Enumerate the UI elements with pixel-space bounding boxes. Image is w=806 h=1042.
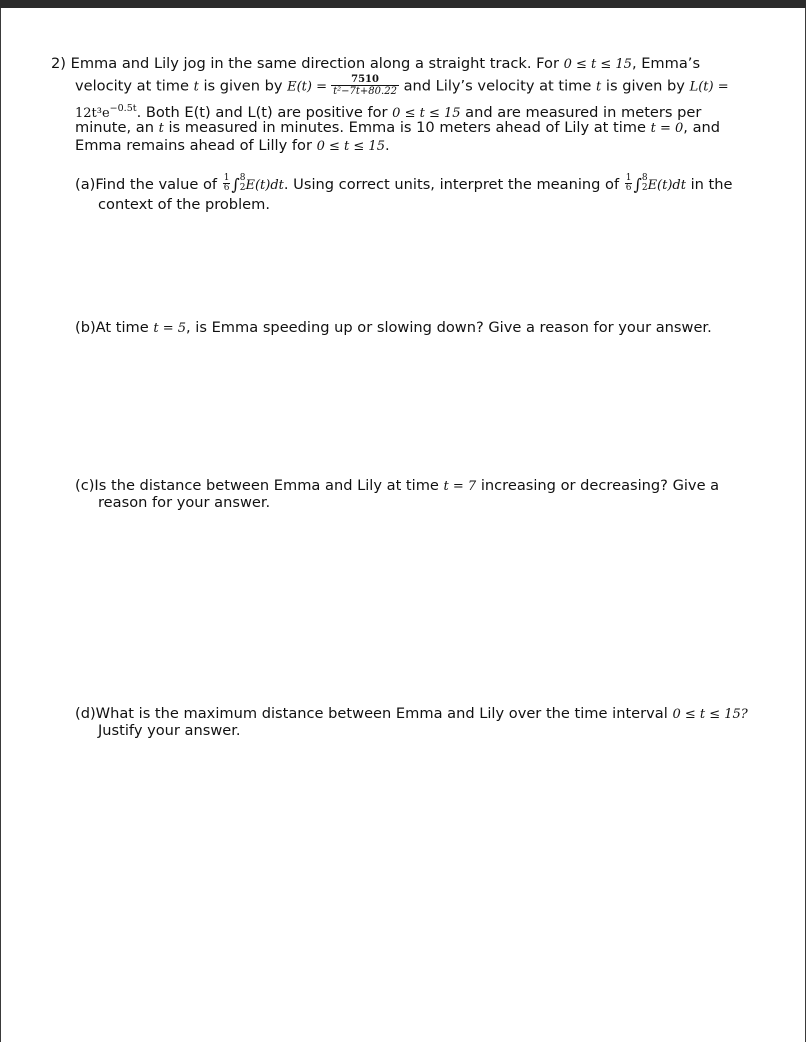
part-label: (a): [75, 176, 96, 193]
part-a-line-1: [75, 172, 733, 195]
problem-text: .: [384, 137, 390, 154]
integral-lower-limit: 2: [239, 183, 246, 193]
problem-text: velocity at time: [75, 77, 194, 95]
part-label: (d): [75, 705, 96, 722]
integral-upper-limit: 8: [641, 173, 648, 183]
part-text: increasing or decreasing? Give a: [476, 477, 720, 494]
part-text: context of the problem.: [98, 196, 270, 213]
problem-text: minute, an: [75, 119, 159, 136]
problem-text: is given by: [601, 77, 690, 95]
part-label: (b): [75, 319, 96, 336]
problem-text: and Lily’s velocity at time: [398, 77, 597, 95]
part-b-line-1: [75, 319, 712, 338]
fraction-denominator: 6: [223, 182, 230, 193]
part-d-line-2: [98, 722, 241, 740]
fraction-numerator: 7510: [351, 74, 379, 85]
math-integrand: E(t)dt: [245, 178, 284, 193]
fraction-numerator: 1: [223, 172, 230, 183]
math-exponent: −0.5t: [109, 103, 137, 114]
part-c-line-2: [98, 494, 270, 512]
problem-line-4: [75, 119, 720, 138]
part-text: What is the maximum distance between Emma and Lily over the time interval: [95, 705, 673, 722]
math-condition: 0 ≤ t ≤ 15: [563, 57, 632, 72]
math-var: t: [158, 121, 164, 136]
part-text: reason for your answer.: [98, 494, 271, 511]
problem-text: , and: [683, 119, 721, 136]
problem-text: Emma and Lily jog in the same direction along a straight track. For: [70, 55, 564, 72]
integral-limits: [642, 173, 648, 193]
integral-limits: [240, 173, 246, 193]
problem-text: and are measured in meters per: [460, 104, 702, 121]
fraction-denominator: t²−7t+80.22: [333, 86, 397, 97]
math-expr: L(t) =: [689, 79, 729, 95]
math-condition: 0 ≤ t ≤ 15: [316, 139, 385, 154]
fraction-denominator: 6: [625, 182, 632, 193]
part-text: At time: [95, 319, 154, 336]
part-a-line-2: [98, 196, 270, 214]
problem-text: , Emma’s: [631, 55, 701, 72]
problem-line-5: [75, 137, 390, 156]
math-expr: E(t) =: [287, 79, 332, 95]
integral-icon: ∫: [633, 175, 642, 194]
fraction-numerator: 1: [625, 172, 632, 183]
part-text: Is the distance between Emma and Lily at time: [94, 477, 444, 494]
problem-text: Emma remains ahead of Lilly for: [75, 137, 317, 154]
part-text: in the: [685, 176, 733, 193]
part-text: . Using correct units, interpret the meaning of: [283, 176, 624, 193]
integral-lower-limit: 2: [641, 183, 648, 193]
integral-upper-limit: 8: [239, 173, 246, 183]
math-condition: t = 5: [153, 321, 187, 336]
math-expr: 12t³e: [75, 106, 110, 121]
problem-number: 2): [51, 55, 66, 72]
problem-line-2: [75, 75, 729, 98]
math-condition: t = 0: [650, 121, 684, 136]
math-var: t: [596, 79, 602, 95]
problem-line-1: [51, 55, 700, 74]
problem-text: is given by: [198, 77, 288, 95]
math-var: t: [193, 79, 199, 95]
part-label: (c): [75, 477, 95, 494]
problem-text: is measured in minutes. Emma is 10 meters ahead of Lily at time: [163, 119, 651, 136]
one-sixth-fraction: [625, 174, 633, 193]
part-text: , is Emma speeding up or slowing down? Give a reason for your answer.: [186, 319, 712, 336]
math-condition: 0 ≤ t ≤ 15?: [672, 707, 748, 722]
math-integrand: E(t)dt: [647, 178, 686, 193]
math-condition: t = 7: [443, 479, 477, 494]
part-text: Justify your answer.: [98, 722, 241, 739]
integral-icon: ∫: [231, 175, 240, 194]
one-sixth-fraction: [223, 174, 231, 193]
math-condition: 0 ≤ t ≤ 15: [392, 106, 461, 121]
problem-text: . Both E(t) and L(t) are positive for: [136, 104, 393, 121]
part-text: Find the value of: [95, 176, 222, 193]
velocity-fraction: [331, 74, 399, 97]
